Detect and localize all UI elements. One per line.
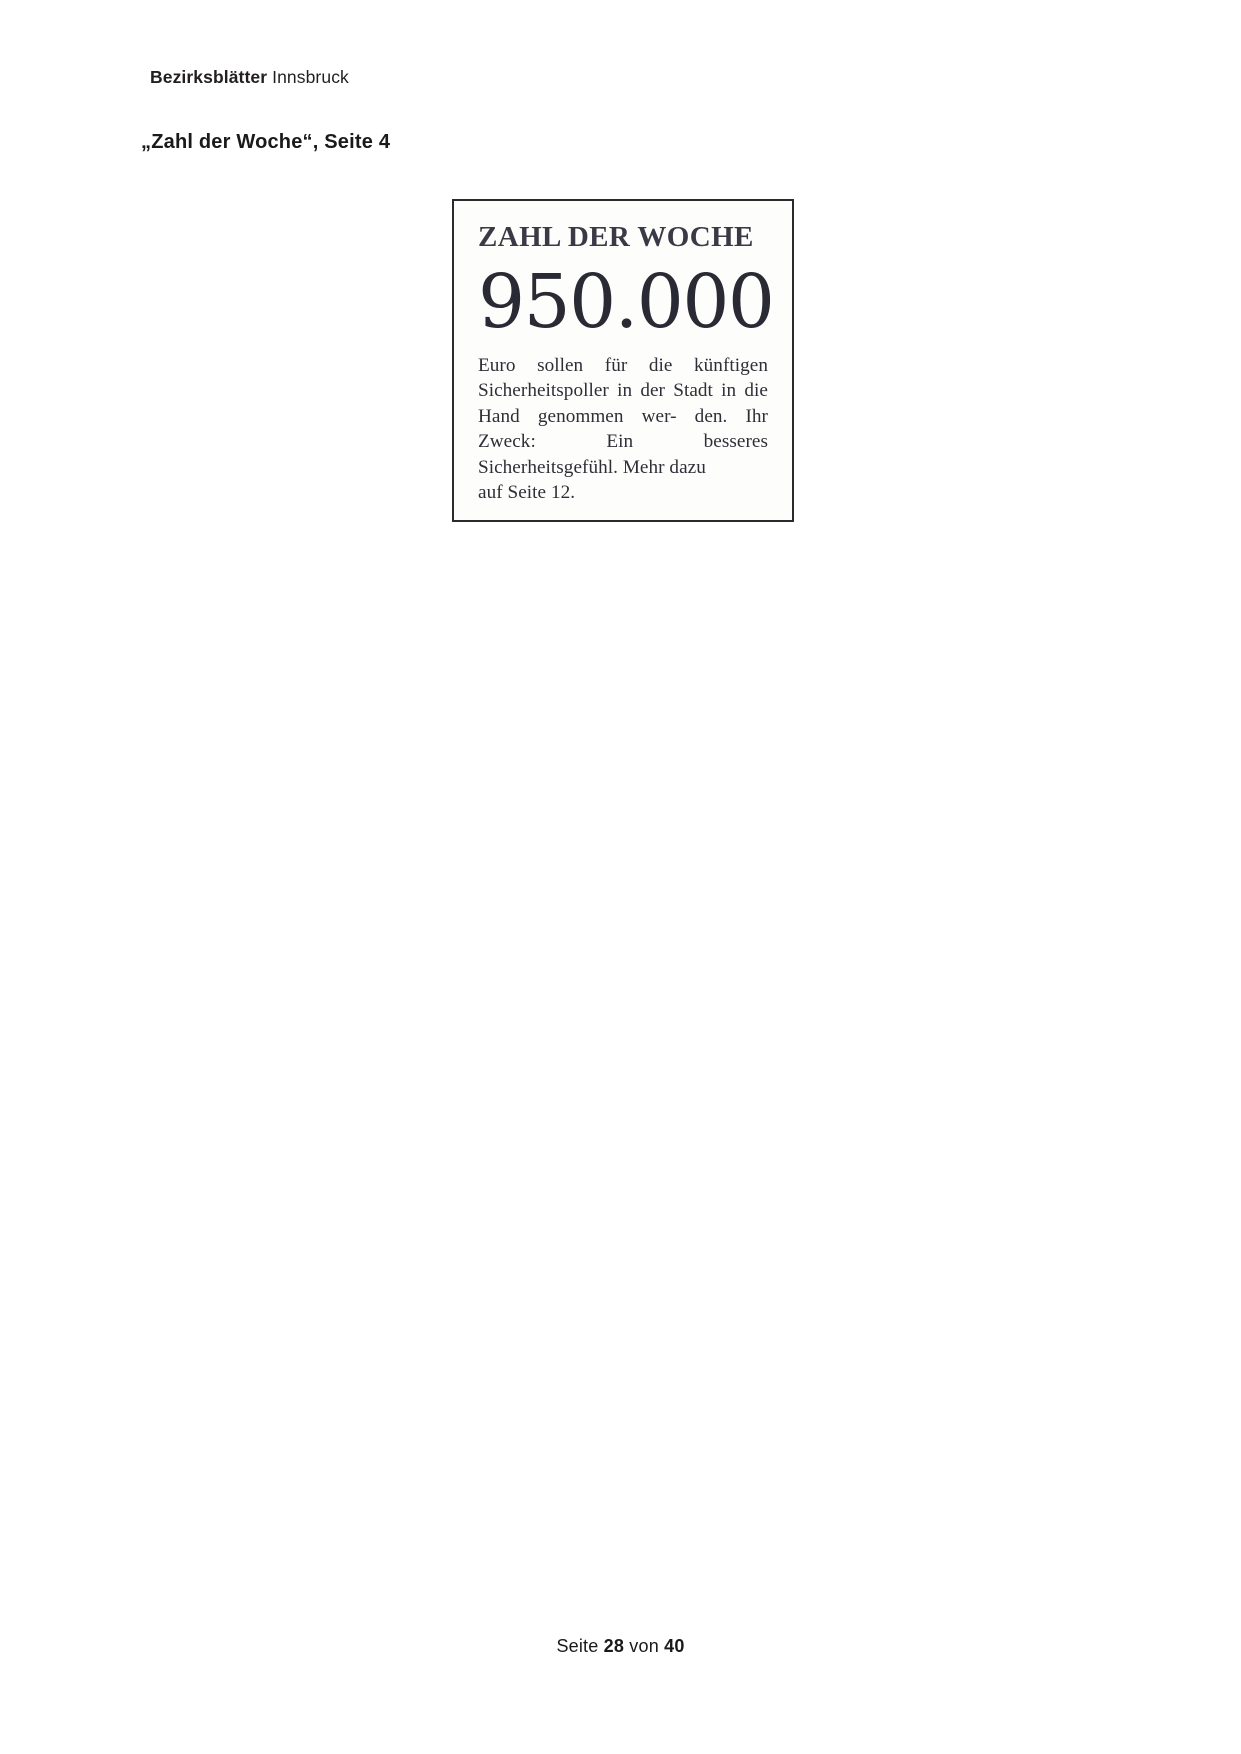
page-footer: [0, 1636, 1241, 1657]
page-title: „Zahl der Woche“, Seite 4: [141, 131, 391, 153]
clipping-number: 950.000: [478, 259, 774, 345]
publication-name: Bezirksblätter: [150, 67, 268, 87]
newspaper-clipping: [452, 199, 794, 522]
footer-current-page: 28: [603, 1636, 625, 1656]
publication-edition-text: Innsbruck: [272, 67, 349, 87]
clipping-body-last-line: auf Seite 12.: [478, 482, 576, 504]
document-header: [150, 66, 349, 89]
clipping-kicker: ZAHL DER WOCHE: [478, 221, 754, 253]
footer-total-pages: 40: [664, 1636, 685, 1656]
footer-prefix: Seite: [556, 1636, 599, 1656]
clipping-body-text: Euro sollen für die künftigen Sicherheitspoller in der Stadt in die Hand genommen wer- den. Ihr Zweck: Ein besseres Sicherheitsgefühl. Mehr dazu: [478, 354, 768, 478]
clipping-body: [478, 353, 768, 506]
footer-middle: von: [629, 1636, 659, 1656]
